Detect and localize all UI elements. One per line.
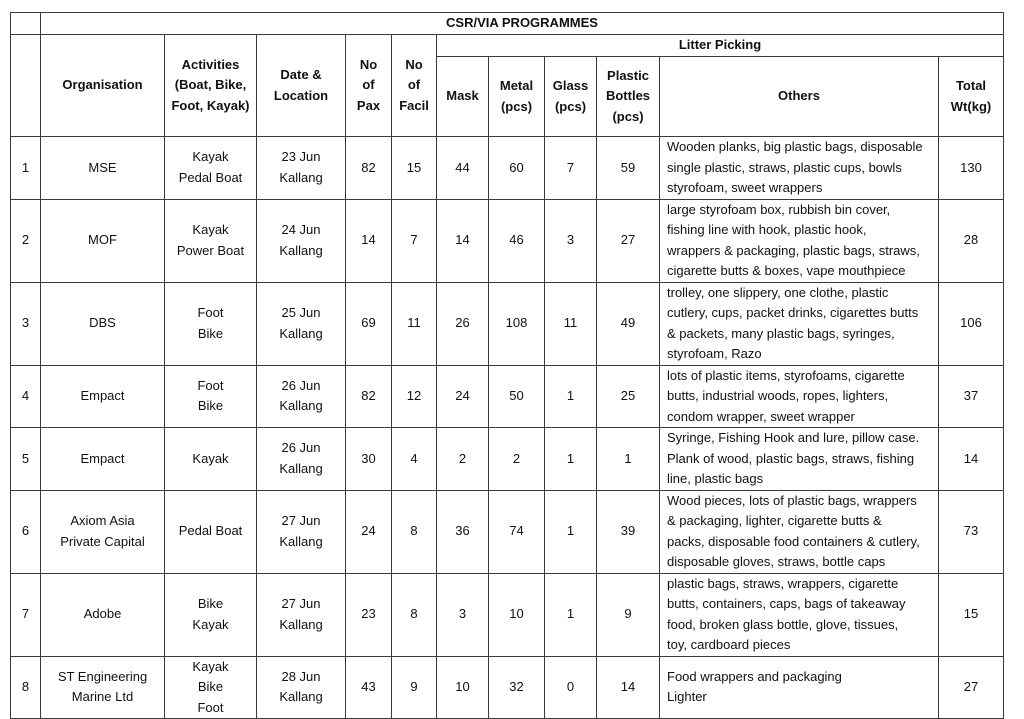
text-line: line, plastic bags <box>667 471 764 486</box>
pax-cell: 30 <box>346 428 392 491</box>
organisation-cell <box>41 656 165 719</box>
text-line: Private Capital <box>60 533 145 549</box>
text-line: Empact <box>80 388 125 403</box>
date-location-header <box>257 35 346 137</box>
text-line: Foot, Kayak) <box>171 97 250 113</box>
metal-cell: 2 <box>489 428 545 491</box>
plastic-bottles-cell: 9 <box>597 573 660 656</box>
activities-cell <box>165 365 257 428</box>
organisation-cell <box>41 282 165 365</box>
activities-cell <box>165 199 257 282</box>
table-row <box>11 137 1004 200</box>
table-row <box>11 365 1004 428</box>
metal-header <box>489 57 545 137</box>
text-line: disposable gloves, straws, bottle caps <box>667 554 886 569</box>
text-line: Foot <box>197 377 224 393</box>
metal-cell: 32 <box>489 656 545 719</box>
activities-cell <box>165 573 257 656</box>
row-number-cell: 6 <box>11 490 41 573</box>
mask-cell: 3 <box>437 573 489 656</box>
text-line: cigarette butts & boxes, vape mouthpiece <box>667 263 906 278</box>
metal-cell: 60 <box>489 137 545 200</box>
organisation-cell <box>41 199 165 282</box>
pax-cell: 23 <box>346 573 392 656</box>
activities-cell <box>165 490 257 573</box>
text-line: large styrofoam box, rubbish bin cover, <box>667 201 891 217</box>
others-cell <box>660 656 939 719</box>
text-line: of <box>407 77 421 93</box>
others-cell <box>660 573 939 656</box>
text-line: plastic bags, straws, wrappers, cigarette <box>667 575 899 591</box>
text-line: trolley, one slippery, one clothe, plastic <box>667 284 889 300</box>
date-location-cell <box>257 428 346 491</box>
organisation-cell <box>41 365 165 428</box>
text-line: Adobe <box>83 606 122 622</box>
text-line: Kallang <box>279 689 323 705</box>
text-line: butts, containers, caps, bags of takeaway <box>667 596 906 611</box>
text-line: fishing line with hook, plastic hook, <box>667 222 867 237</box>
table-row <box>11 199 1004 282</box>
total-weight-header <box>939 57 1004 137</box>
text-line: 28 Jun <box>281 668 321 684</box>
others-cell <box>660 199 939 282</box>
total-weight-cell: 73 <box>939 490 1004 573</box>
text-line: Wooden planks, big plastic bags, disposable <box>667 139 923 154</box>
corner-cell <box>11 13 41 35</box>
plastic-bottles-header <box>597 57 660 137</box>
text-line: 27 Jun <box>281 596 321 611</box>
text-line: Kayak <box>192 149 229 165</box>
plastic-bottles-cell: 39 <box>597 490 660 573</box>
text-line: 27 Jun <box>281 513 321 528</box>
text-line: Glass <box>552 78 589 93</box>
text-line: Bike <box>197 679 224 694</box>
date-location-cell <box>257 137 346 200</box>
organisation-cell <box>41 137 165 200</box>
text-line: condom wrapper, sweet wrapper <box>667 408 855 424</box>
text-line: Kallang <box>279 169 323 185</box>
glass-cell: 1 <box>545 428 597 491</box>
plastic-bottles-cell: 27 <box>597 199 660 282</box>
text-line: Bike <box>197 398 224 414</box>
others-header: Others <box>660 57 939 137</box>
total-weight-cell: 28 <box>939 199 1004 282</box>
text-line: Marine Ltd <box>71 689 134 705</box>
text-line: Wood pieces, lots of plastic bags, wrappers <box>667 492 917 508</box>
text-line: DBS <box>89 315 116 331</box>
date-location-cell <box>257 573 346 656</box>
text-line: (Boat, Bike, <box>174 77 247 93</box>
total-weight-cell: 27 <box>939 656 1004 719</box>
text-line: (pcs) <box>500 98 533 114</box>
text-line: Kallang <box>279 398 323 414</box>
text-line: Kallang <box>279 325 323 341</box>
row-number-cell: 2 <box>11 199 41 282</box>
text-line: Pedal Boat <box>178 523 243 539</box>
mask-cell: 2 <box>437 428 489 491</box>
glass-cell: 7 <box>545 137 597 200</box>
text-line: Total <box>955 78 987 93</box>
text-line: Food wrappers and packaging <box>667 668 842 684</box>
text-line: ST Engineering <box>57 668 148 684</box>
facil-cell: 11 <box>392 282 437 365</box>
mask-cell: 36 <box>437 490 489 573</box>
glass-cell: 3 <box>545 199 597 282</box>
glass-cell: 11 <box>545 282 597 365</box>
pax-cell: 82 <box>346 137 392 200</box>
text-line: MSE <box>88 159 117 175</box>
text-line: butts, industrial woods, ropes, lighters, <box>667 388 889 403</box>
text-line: Foot <box>197 305 224 320</box>
litter-picking-header: Litter Picking <box>437 35 1004 57</box>
table-row <box>11 428 1004 491</box>
text-line: Wt(kg) <box>950 98 992 114</box>
mask-header: Mask <box>437 57 489 137</box>
table-row <box>11 573 1004 656</box>
date-location-cell <box>257 656 346 719</box>
text-line: (pcs) <box>554 98 587 114</box>
text-line: packs, disposable food containers & cutlery, <box>667 533 920 549</box>
row-number-header <box>11 35 41 137</box>
text-line: lots of plastic items, styrofoams, cigarette <box>667 367 905 383</box>
text-line: Foot <box>197 699 224 715</box>
text-line: 26 Jun <box>281 440 321 456</box>
plastic-bottles-cell: 25 <box>597 365 660 428</box>
table-title: CSR/VIA PROGRAMMES <box>41 13 1004 35</box>
text-line: & packets, many plastic bags, syringes, <box>667 325 895 341</box>
glass-header <box>545 57 597 137</box>
metal-cell: 10 <box>489 573 545 656</box>
date-location-cell <box>257 282 346 365</box>
table-row <box>11 490 1004 573</box>
text-line: Kayak <box>192 222 229 237</box>
total-weight-cell: 14 <box>939 428 1004 491</box>
table-container <box>10 12 1004 719</box>
facil-cell: 8 <box>392 490 437 573</box>
date-location-cell <box>257 365 346 428</box>
text-line: & packaging, lighter, cigarette butts & <box>667 513 882 528</box>
text-line: Kallang <box>279 533 323 549</box>
text-line: MOF <box>88 232 117 248</box>
text-line: cutlery, cups, packet drinks, cigarettes butts <box>667 305 919 320</box>
text-line: Power Boat <box>176 242 245 258</box>
mask-cell: 26 <box>437 282 489 365</box>
text-line: Kallang <box>279 616 323 632</box>
text-line: single plastic, straws, plastic cups, bowls <box>667 159 902 175</box>
text-line: Facil <box>399 97 429 113</box>
activities-cell <box>165 656 257 719</box>
text-line: Metal <box>499 78 534 93</box>
glass-cell: 0 <box>545 656 597 719</box>
table-row <box>11 282 1004 365</box>
text-line: Pax <box>356 97 381 113</box>
text-line: Bike <box>197 325 224 341</box>
csr-programmes-table <box>10 12 1004 719</box>
text-line: styrofoam, sweet wrappers <box>667 180 823 195</box>
glass-cell: 1 <box>545 365 597 428</box>
facil-cell: 4 <box>392 428 437 491</box>
plastic-bottles-cell: 49 <box>597 282 660 365</box>
row-number-cell: 3 <box>11 282 41 365</box>
facil-cell: 15 <box>392 137 437 200</box>
text-line: Kayak <box>192 450 229 466</box>
date-location-cell <box>257 490 346 573</box>
text-line: Location <box>273 87 329 103</box>
text-line: Kayak <box>192 616 229 632</box>
table-body <box>11 137 1004 719</box>
organisation-header: Organisation <box>41 35 165 137</box>
mask-cell: 24 <box>437 365 489 428</box>
text-line: Activities <box>181 56 240 72</box>
text-line: styrofoam, Razo <box>667 346 762 361</box>
row-number-cell: 4 <box>11 365 41 428</box>
others-cell <box>660 282 939 365</box>
text-line: Pedal Boat <box>178 169 243 185</box>
pax-cell: 69 <box>346 282 392 365</box>
title-row <box>11 13 1004 35</box>
text-line: Bottles <box>605 88 651 104</box>
organisation-cell <box>41 573 165 656</box>
others-cell <box>660 490 939 573</box>
facil-cell: 8 <box>392 573 437 656</box>
facil-cell: 12 <box>392 365 437 428</box>
text-line: Axiom Asia <box>70 513 135 528</box>
text-line: Plastic <box>607 67 649 83</box>
glass-cell: 1 <box>545 573 597 656</box>
metal-cell: 46 <box>489 199 545 282</box>
total-weight-cell: 130 <box>939 137 1004 200</box>
activities-cell <box>165 428 257 491</box>
text-line: No <box>405 56 423 72</box>
plastic-bottles-cell: 1 <box>597 428 660 491</box>
activities-cell <box>165 282 257 365</box>
text-line: Kallang <box>279 460 323 476</box>
text-line: Date & <box>280 67 322 82</box>
pax-header <box>346 35 392 137</box>
text-line: food, broken glass bottle, glove, tissues, <box>667 616 899 632</box>
others-cell <box>660 137 939 200</box>
metal-cell: 108 <box>489 282 545 365</box>
others-cell <box>660 428 939 491</box>
text-line: Kayak <box>192 658 229 674</box>
facil-cell: 7 <box>392 199 437 282</box>
table-row <box>11 656 1004 719</box>
total-weight-cell: 37 <box>939 365 1004 428</box>
row-number-cell: 1 <box>11 137 41 200</box>
glass-cell: 1 <box>545 490 597 573</box>
row-number-cell: 8 <box>11 656 41 719</box>
facil-header <box>392 35 437 137</box>
group-header-row <box>11 35 1004 57</box>
row-number-cell: 7 <box>11 573 41 656</box>
text-line: Lighter <box>667 689 707 705</box>
date-location-cell <box>257 199 346 282</box>
text-line: No <box>359 56 378 72</box>
plastic-bottles-cell: 14 <box>597 656 660 719</box>
text-line: of <box>362 77 375 93</box>
mask-cell: 10 <box>437 656 489 719</box>
row-number-cell: 5 <box>11 428 41 491</box>
activities-cell <box>165 137 257 200</box>
text-line: 23 Jun <box>281 149 321 165</box>
text-line: Bike <box>197 596 224 611</box>
total-weight-cell: 106 <box>939 282 1004 365</box>
others-cell <box>660 365 939 428</box>
mask-cell: 44 <box>437 137 489 200</box>
pax-cell: 14 <box>346 199 392 282</box>
organisation-cell <box>41 490 165 573</box>
text-line: Kallang <box>279 242 323 258</box>
text-line: 24 Jun <box>281 222 321 237</box>
text-line: (pcs) <box>612 108 644 124</box>
text-line: Syringe, Fishing Hook and lure, pillow case. <box>667 430 920 445</box>
text-line: toy, cardboard pieces <box>667 637 791 652</box>
activities-header <box>165 35 257 137</box>
pax-cell: 82 <box>346 365 392 428</box>
facil-cell: 9 <box>392 656 437 719</box>
text-line: 26 Jun <box>281 377 321 393</box>
pax-cell: 24 <box>346 490 392 573</box>
metal-cell: 74 <box>489 490 545 573</box>
organisation-cell <box>41 428 165 491</box>
total-weight-cell: 15 <box>939 573 1004 656</box>
text-line: Plank of wood, plastic bags, straws, fishing <box>667 450 915 466</box>
text-line: wrappers & packaging, plastic bags, straws, <box>667 242 920 258</box>
metal-cell: 50 <box>489 365 545 428</box>
plastic-bottles-cell: 59 <box>597 137 660 200</box>
pax-cell: 43 <box>346 656 392 719</box>
mask-cell: 14 <box>437 199 489 282</box>
text-line: 25 Jun <box>281 305 321 320</box>
text-line: Empact <box>80 450 125 466</box>
